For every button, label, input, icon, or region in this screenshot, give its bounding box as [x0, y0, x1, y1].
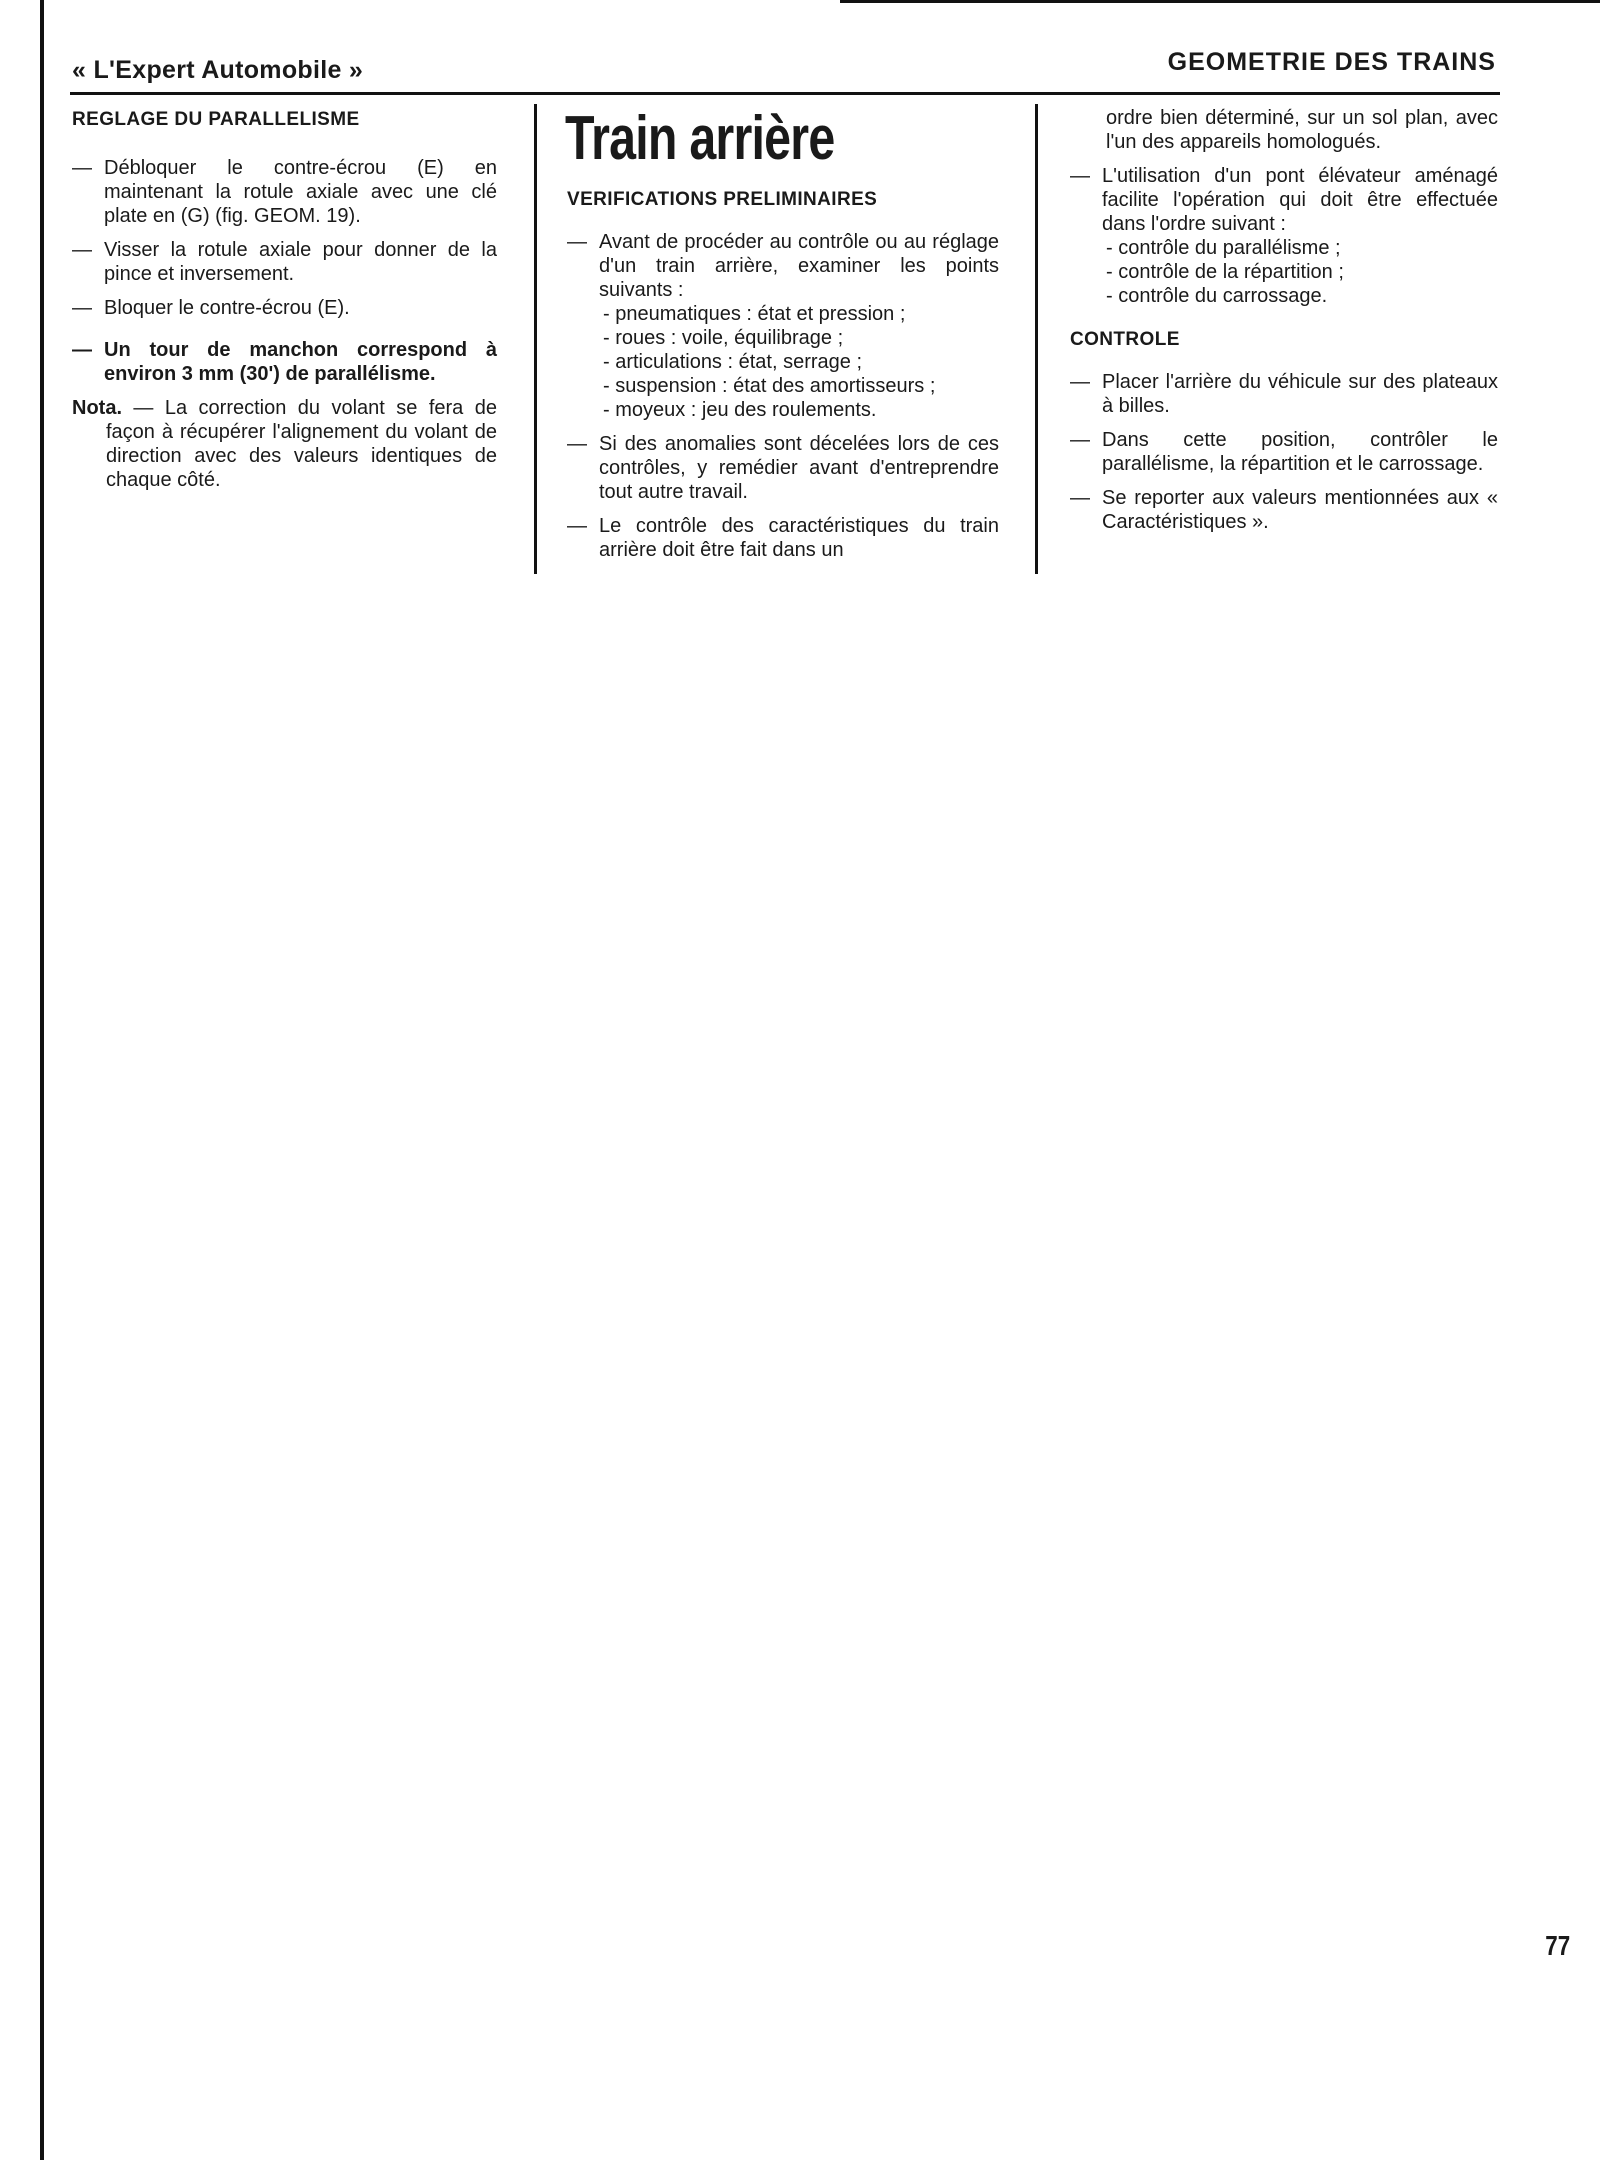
column-2: [567, 106, 999, 572]
page-left-border: [40, 0, 44, 2160]
list-item: — Dans cette position, contrôler le parallélisme, la répartition et le carrossage.: [1070, 429, 1498, 475]
nota-label: Nota.: [72, 397, 122, 419]
page-number: 77: [1545, 1930, 1570, 1961]
sub-item: - roues : voile, équilibrage ;: [603, 327, 844, 349]
list-item: — Bloquer le contre-écrou (E).: [72, 297, 350, 319]
column-divider-2: [1035, 104, 1038, 574]
column-3: [1070, 108, 1498, 544]
column-1: [72, 108, 497, 492]
list-item: — Un tour de manchon correspond à environ 3 mm (30') de parallélisme.: [72, 339, 497, 385]
sub-list: [603, 302, 999, 422]
sub-item: - moyeux : jeu des roulements.: [603, 399, 877, 421]
sub-item: - contrôle de la répartition ;: [1106, 261, 1344, 283]
page-top-rule: [840, 0, 1600, 3]
sub-list: [1106, 236, 1498, 308]
list-item: — Le contrôle des caractéristiques du train arrière doit être fait dans un: [567, 515, 999, 561]
section-heading-controle: CONTROLE: [1070, 329, 1180, 350]
column-divider-1: [534, 104, 537, 574]
section-heading-parallelisme: REGLAGE DU PARALLELISME: [72, 109, 360, 130]
sub-item: - contrôle du parallélisme ;: [1106, 237, 1341, 259]
nota-paragraph: Nota. — La correction du volant se fera de façon à récupérer l'alignement du volant de direction avec des valeurs identiques de chaque côté.: [72, 397, 497, 491]
sub-item: - suspension : état des amortisseurs ;: [603, 375, 936, 397]
section-heading-verifications: VERIFICATIONS PRELIMINAIRES: [567, 189, 878, 210]
list-item: — L'utilisation d'un pont élévateur aménagé facilite l'opération qui doit être effectuée dans l'ordre suivant :: [1070, 165, 1498, 235]
list-item: — Débloquer le contre-écrou (E) en maintenant la rotule axiale avec une clé plate en (G) (fig. GEOM. 19).: [72, 157, 497, 227]
section-title-train-arriere: Train arrière: [565, 104, 835, 173]
list-item: — Se reporter aux valeurs mentionnées aux « Caractéristiques ».: [1070, 487, 1498, 533]
list-item: — Avant de procéder au contrôle ou au réglage d'un train arrière, examiner les points suivants :: [567, 231, 999, 301]
list-item: — Placer l'arrière du véhicule sur des plateaux à billes.: [1070, 371, 1498, 417]
continued-paragraph: ordre bien déterminé, sur un sol plan, avec l'un des appareils homologués.: [1106, 107, 1498, 153]
sub-item: - articulations : état, serrage ;: [603, 351, 863, 373]
list-item: — Si des anomalies sont décelées lors de ces contrôles, y remédier avant d'entreprendre tout autre travail.: [567, 433, 999, 503]
header-rule: [70, 92, 1500, 95]
list-item: — Visser la rotule axiale pour donner de la pince et inversement.: [72, 239, 497, 285]
running-header-right: GEOMETRIE DES TRAINS: [1167, 48, 1496, 76]
running-header-left: « L'Expert Automobile »: [72, 56, 364, 84]
sub-item: - pneumatiques : état et pression ;: [603, 303, 906, 325]
sub-item: - contrôle du carrossage.: [1106, 285, 1328, 307]
